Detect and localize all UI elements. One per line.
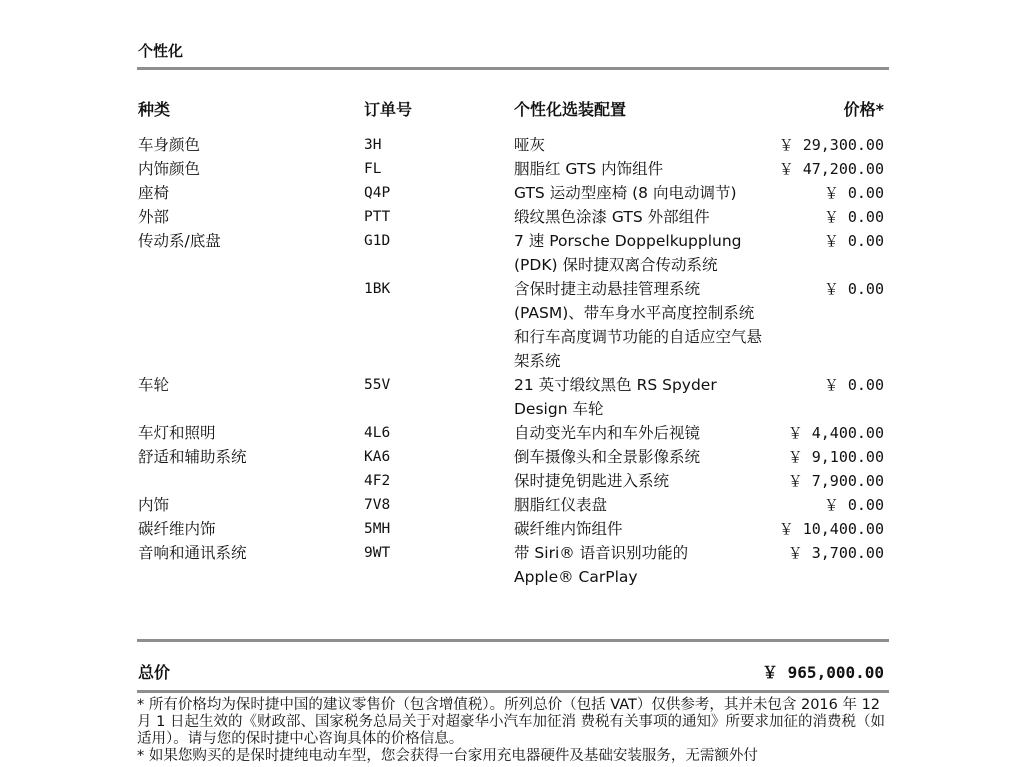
row-category: 音响和通讯系统 (138, 544, 247, 562)
row-category: 车轮 (138, 376, 170, 394)
row-description: 21 英寸缎纹黑色 RS Spyder Design 车轮 (514, 376, 717, 418)
row-description: 自动变光车内和车外后视镜 (514, 424, 701, 442)
total-divider (137, 639, 889, 642)
footnote-divider (137, 690, 889, 693)
row-category: 内饰颜色 (138, 160, 201, 178)
row-code: 4L6 (364, 425, 391, 441)
row-code: PTT (364, 209, 391, 225)
header-option: 个性化选装配置 (514, 100, 627, 119)
row-price: ￥ 0.00 (823, 376, 884, 394)
row-description: 保时捷免钥匙进入系统 (514, 472, 670, 490)
header-price: 价格* (843, 100, 884, 119)
row-code: 1BK (364, 281, 391, 297)
table-row (0, 277, 1024, 373)
row-code: 5MH (364, 521, 391, 537)
row-price: ￥ 0.00 (823, 232, 884, 250)
table-row (0, 421, 1024, 445)
row-code: G1D (364, 233, 391, 249)
row-price: ￥ 29,300.00 (778, 136, 884, 154)
row-description: 碳纤维内饰组件 (514, 520, 623, 538)
row-code: 9WT (364, 545, 391, 561)
row-price: ￥ 9,100.00 (787, 448, 884, 466)
table-row (0, 157, 1024, 181)
table-row (0, 517, 1024, 541)
row-description: 含保时捷主动悬挂管理系统 (PASM)、带车身水平高度控制系统和行车高度调节功能的自适应空气悬架系统 (514, 280, 763, 370)
row-price: ￥ 10,400.00 (778, 520, 884, 538)
table-row (0, 205, 1024, 229)
row-description: 胭脂红 GTS 内饰组件 (514, 160, 664, 178)
row-price: ￥ 0.00 (823, 280, 884, 298)
table-row (0, 493, 1024, 517)
row-price: ￥ 3,700.00 (787, 544, 884, 562)
row-code: 4F2 (364, 473, 391, 489)
row-category: 舒适和辅助系统 (138, 448, 247, 466)
section-title: 个性化 (138, 42, 184, 60)
table-row (0, 181, 1024, 205)
table-row (0, 541, 1024, 589)
row-description: 缎纹黑色涂漆 GTS 外部组件 (514, 208, 710, 226)
row-description: 胭脂红仪表盘 (514, 496, 608, 514)
row-price: ￥ 0.00 (823, 208, 884, 226)
row-price: ￥ 0.00 (823, 496, 884, 514)
row-category: 内饰 (138, 496, 170, 514)
row-code: Q4P (364, 185, 391, 201)
table-row (0, 445, 1024, 469)
table-row (0, 469, 1024, 493)
footnotes (137, 697, 889, 765)
row-code: KA6 (364, 449, 391, 465)
table-row (0, 133, 1024, 157)
row-category: 外部 (138, 208, 170, 226)
row-description: 哑灰 (514, 136, 546, 154)
row-description: 倒车摄像头和全景影像系统 (514, 448, 701, 466)
section-divider (137, 67, 889, 70)
row-description: 带 Siri® 语音识别功能的 Apple® CarPlay (514, 544, 689, 586)
options-table (0, 133, 1024, 589)
row-price: ￥ 4,400.00 (787, 424, 884, 442)
total-label: 总价 (138, 663, 171, 682)
total-value: ￥ 965,000.00 (762, 663, 884, 682)
footnote-price-note: * 所有价格均为保时捷中国的建议零售价（包含增值税）。所列总价（包括 VAT）仅供参考，其并未包含 2016 年 12 月 1 日起生效的《财政部、国家税务总局关于对超豪华小汽车加征消 费税有关事项的通知》所要求加征的消费税（如适用）。请与您的保时捷中心咨询具体的价格信息。 (137, 697, 886, 747)
footnote-ev-note: * 如果您购买的是保时捷纯电动车型，您会获得一台家用充电器硬件及基础安装服务，无需额外付 (137, 748, 758, 764)
row-category: 座椅 (138, 184, 170, 202)
header-code: 订单号 (364, 100, 413, 119)
row-description: 7 速 Porsche Doppelkupplung (PDK) 保时捷双离合传动系统 (514, 232, 742, 274)
row-category: 碳纤维内饰 (138, 520, 216, 538)
row-category: 传动系/底盘 (138, 232, 221, 250)
row-category: 车身颜色 (138, 136, 201, 154)
header-category: 种类 (138, 100, 171, 119)
row-price: ￥ 0.00 (823, 184, 884, 202)
row-code: 7V8 (364, 497, 391, 513)
row-code: FL (364, 161, 382, 177)
row-code: 55V (364, 377, 391, 393)
table-row (0, 373, 1024, 421)
row-category: 车灯和照明 (138, 424, 216, 442)
row-price: ￥ 7,900.00 (787, 472, 884, 490)
row-price: ￥ 47,200.00 (778, 160, 884, 178)
table-row (0, 229, 1024, 277)
row-code: 3H (364, 137, 382, 153)
total-row (0, 660, 1024, 684)
row-description: GTS 运动型座椅 (8 向电动调节) (514, 184, 737, 202)
table-header (0, 97, 1024, 121)
